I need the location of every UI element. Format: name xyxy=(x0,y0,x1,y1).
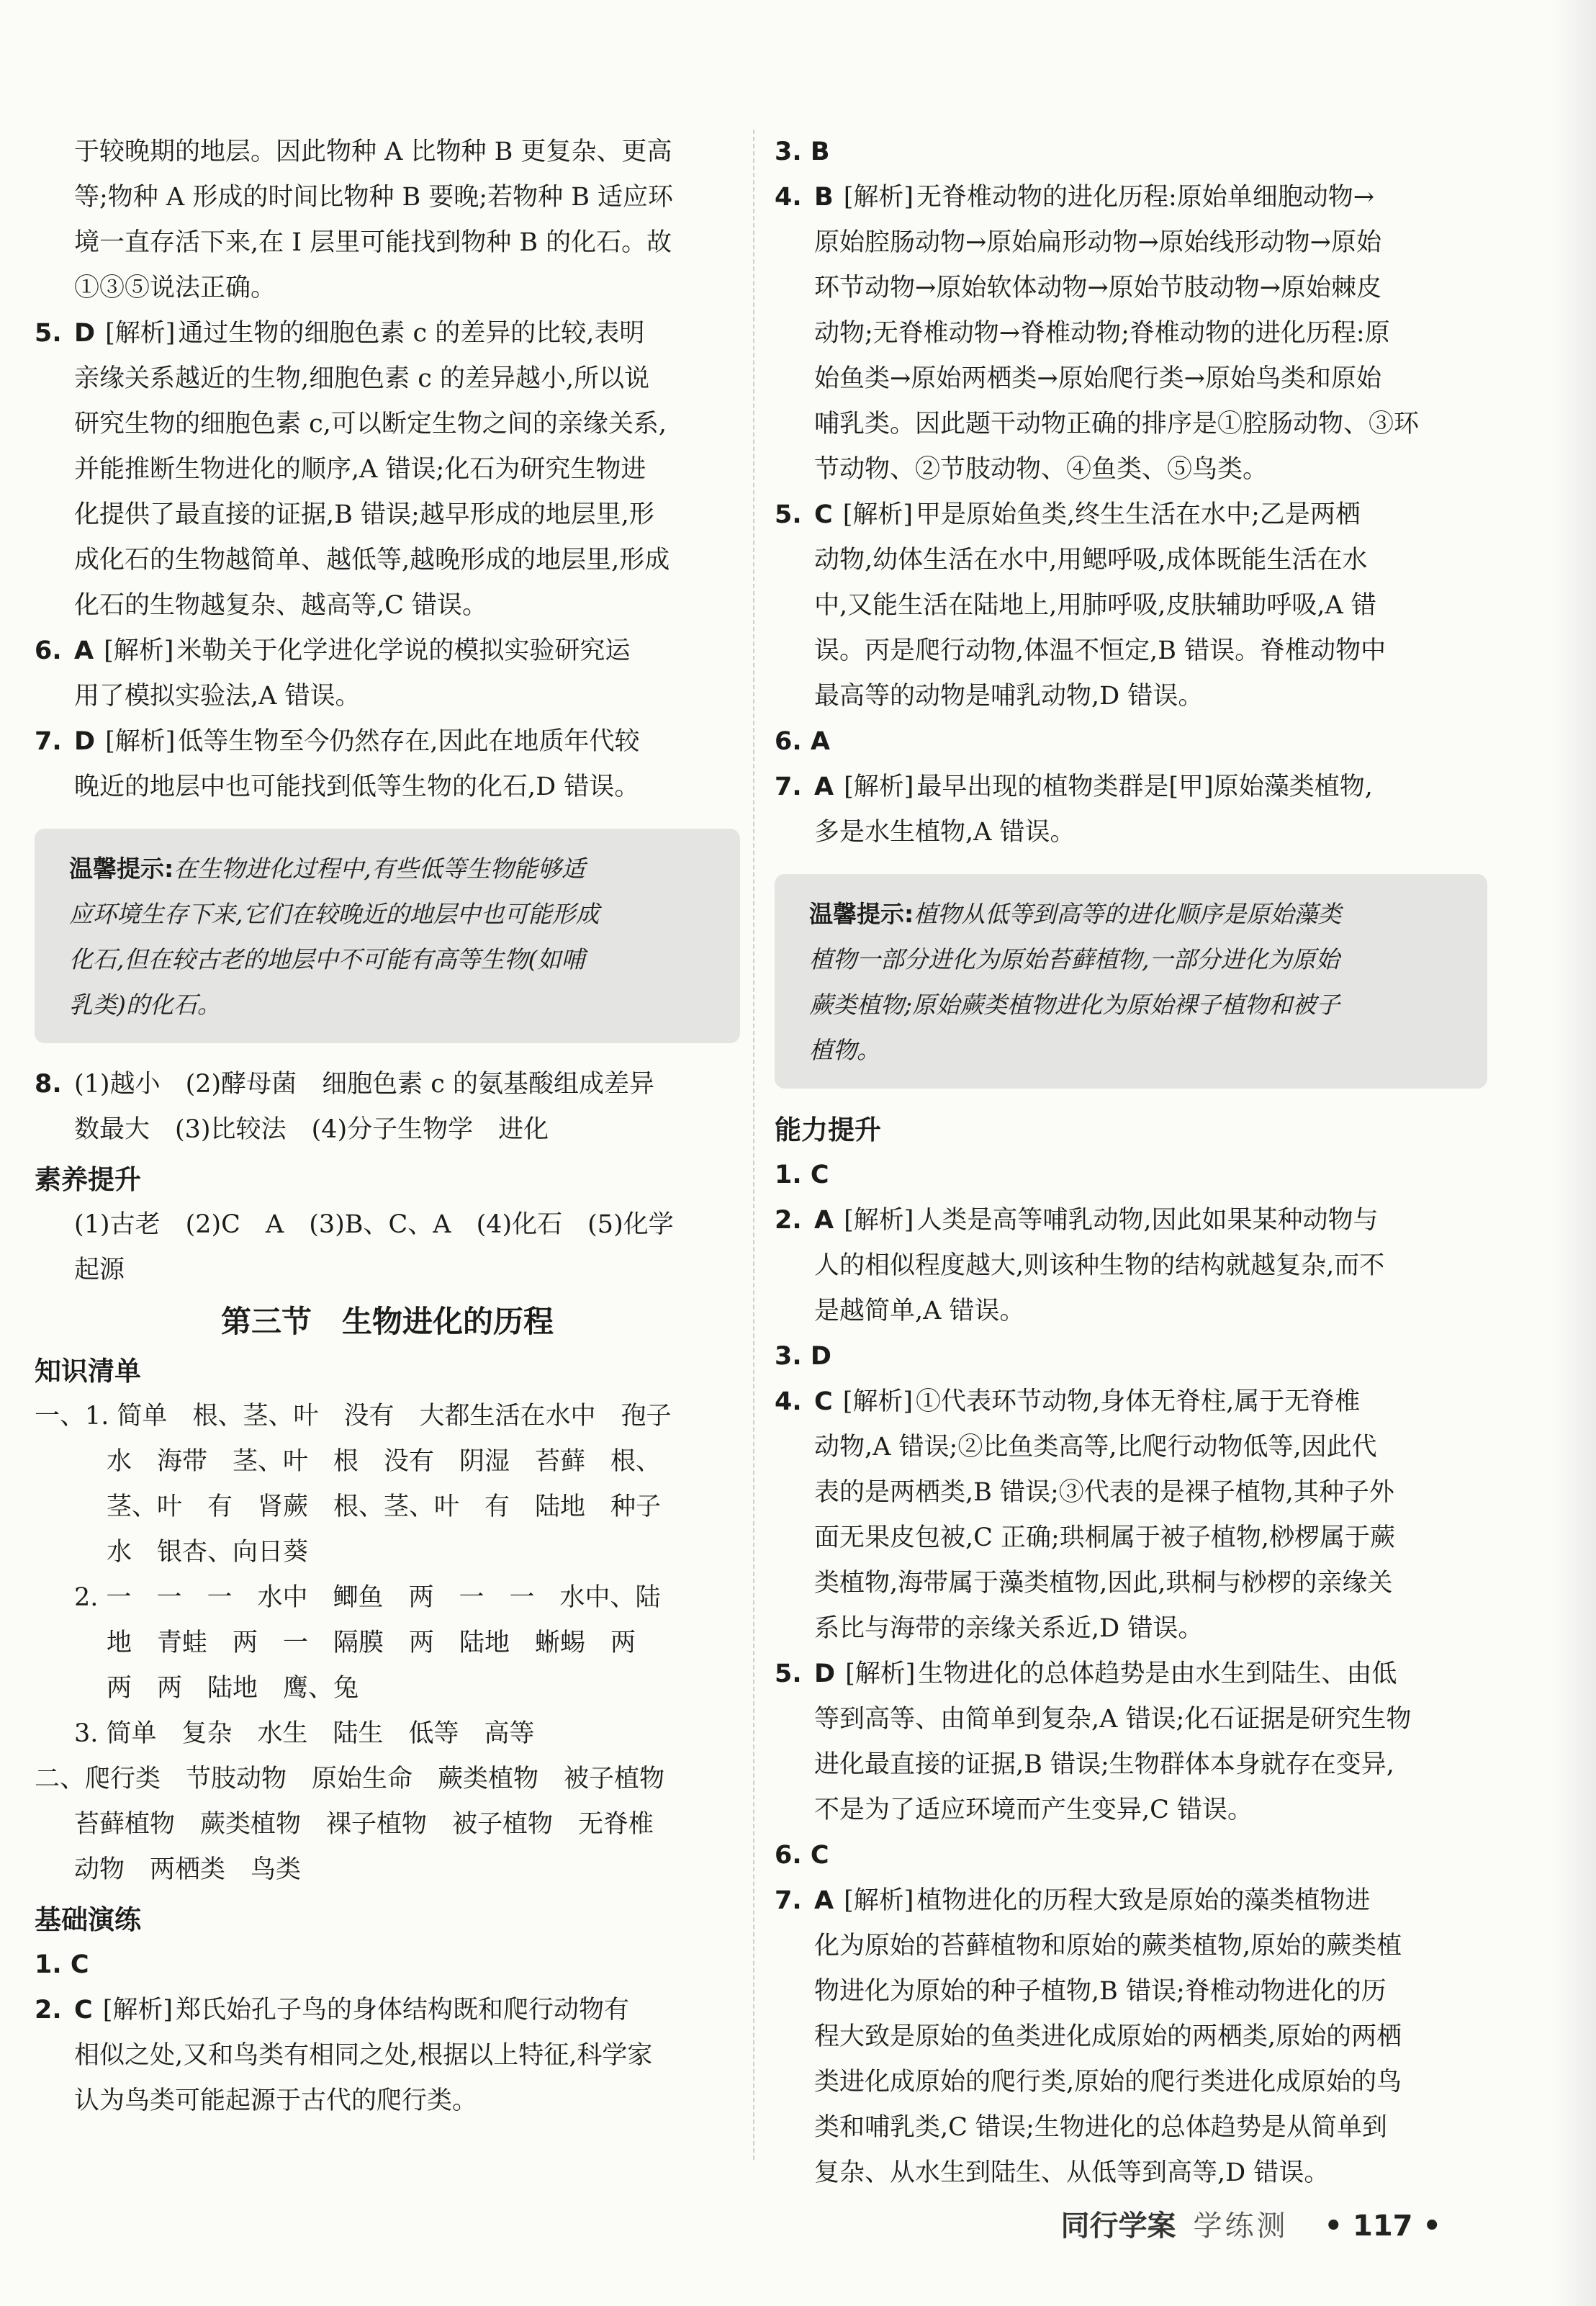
text-line: 类进化成原始的爬行类,原始的爬行类进化成原始的鸟 xyxy=(814,2068,1402,2096)
answer-item-7 xyxy=(775,765,1487,855)
text-line: 化提供了最直接的证据,B 错误;越早形成的地层里,形 xyxy=(74,500,654,529)
analysis-tag: [解析] xyxy=(843,183,914,212)
answer-item-5 xyxy=(35,311,740,629)
text-line: 蕨类植物;原始蕨类植物进化为原始裸子植物和被子 xyxy=(809,991,1340,1019)
section-heading: 能力提升 xyxy=(775,1114,881,1145)
answer-item-5 xyxy=(775,492,1487,719)
answer-item-8 xyxy=(35,1062,740,1153)
answer-item-1: 1. C xyxy=(35,1950,89,1979)
answer-item-6: 6. C xyxy=(775,1841,829,1870)
text-line: 程大致是原始的鱼类进化成原始的两栖类,原始的两栖 xyxy=(814,2022,1402,2051)
text-line: 植物一部分进化为原始苔藓植物,一部分进化为原始 xyxy=(809,945,1340,973)
analysis-tag: [解析] xyxy=(844,1206,914,1235)
text-line: 等;物种 A 形成的时间比物种 B 要晚;若物种 B 适应环 xyxy=(74,183,674,212)
text-line: 茎、叶 有 肾蕨 根、茎、叶 有 陆地 种子 xyxy=(107,1492,662,1521)
text-line: 植物从低等到高等的进化顺序是原始藻类 xyxy=(914,900,1342,928)
text-line: 植物进化的历程大致是原始的藻类植物进 xyxy=(916,1886,1371,1915)
text-line: 生物进化的总体趋势是由水生到陆生、由低 xyxy=(918,1659,1397,1688)
text-line: 多是水生植物,A 错误。 xyxy=(814,818,1076,847)
text-line: 始鱼类→原始两栖类→原始爬行类→原始鸟类和原始 xyxy=(814,364,1381,393)
answer-item-7 xyxy=(775,1878,1487,2196)
section-heading: 基础演练 xyxy=(35,1904,141,1935)
text-line: 物进化为原始的种子植物,B 错误;脊椎动物进化的历 xyxy=(814,1977,1387,2006)
footer-subtitle: 学练测 xyxy=(1193,2210,1289,2243)
page-footer xyxy=(1061,2203,1441,2244)
text-line: 最早出现的植物类群是[甲]原始藻类植物, xyxy=(916,773,1373,801)
page-edge-shadow xyxy=(1553,0,1596,2306)
tip-box xyxy=(775,874,1487,1089)
answer-letter: C xyxy=(814,1387,833,1416)
item-number: 4. xyxy=(775,183,802,212)
answer-item-3: 3. B xyxy=(775,138,830,166)
answer-item-4 xyxy=(775,1379,1487,1652)
text-line: 中,又能生活在陆地上,用肺呼吸,皮肤辅助呼吸,A 错 xyxy=(814,591,1376,620)
text-line: 并能推断生物进化的顺序,A 错误;化石为研究生物进 xyxy=(74,455,646,484)
text-line: 面无果皮包被,C 正确;珙桐属于被子植物,桫椤属于蕨 xyxy=(814,1523,1395,1552)
text-line: 米勒关于化学进化学说的模拟实验研究运 xyxy=(176,636,631,665)
text-line: 环节动物→原始软体动物→原始节肢动物→原始棘皮 xyxy=(814,274,1381,302)
text-line: ①代表环节动物,身体无脊柱,属于无脊椎 xyxy=(916,1387,1361,1416)
text-line: 类植物,海带属于藻类植物,因此,珙桐与桫椤的亲缘关 xyxy=(814,1569,1393,1598)
text-line: 动物,A 错误;②比鱼类高等,比爬行动物低等,因此代 xyxy=(814,1433,1377,1461)
item-number: 2. xyxy=(775,1206,802,1235)
answer-item-4 xyxy=(775,175,1487,492)
text-line: 境一直存活下来,在 I 层里可能找到物种 B 的化石。故 xyxy=(74,228,672,257)
text-line: 相似之处,又和鸟类有相同之处,根据以上特征,科学家 xyxy=(74,2041,653,2070)
text-line: 起源 xyxy=(74,1256,125,1284)
answer-letter: A xyxy=(74,636,94,665)
right-column xyxy=(775,130,1487,2196)
text-line: 水 银杏、向日葵 xyxy=(107,1538,309,1567)
tip-label: 温馨提示: xyxy=(809,900,914,928)
item-number: 6. xyxy=(35,636,62,665)
text-line: 两 两 陆地 鹰、兔 xyxy=(107,1674,359,1703)
text-line: 在生物进化过程中,有些低等生物能够适 xyxy=(173,855,585,883)
item-number: 5. xyxy=(775,1659,802,1688)
section-heading: 知识清单 xyxy=(35,1356,141,1387)
text-line: 人的相似程度越大,则该种生物的结构就越复杂,而不 xyxy=(814,1251,1385,1280)
analysis-tag: [解析] xyxy=(842,500,913,529)
answer-item-1: 1. C xyxy=(775,1161,829,1189)
text-line: 误。丙是爬行动物,体温不恒定,B 错误。脊椎动物中 xyxy=(814,636,1387,665)
answer-item-7 xyxy=(35,719,740,810)
analysis-tag: [解析] xyxy=(104,636,174,665)
text-line: 苔藓植物 蕨类植物 裸子植物 被子植物 无脊椎 xyxy=(74,1810,654,1839)
text-line: 人类是高等哺乳动物,因此如果某种动物与 xyxy=(916,1206,1379,1235)
text-line: 类和哺乳类,C 错误;生物进化的总体趋势是从简单到 xyxy=(814,2113,1387,2142)
text-line: 甲是原始鱼类,终生生活在水中;乙是两栖 xyxy=(916,500,1361,529)
text-line: 最高等的动物是哺乳动物,D 错误。 xyxy=(814,682,1204,711)
text-line: 无脊椎动物的进化历程:原始单细胞动物→ xyxy=(916,183,1375,212)
analysis-tag: [解析] xyxy=(844,1886,914,1915)
analysis-tag: [解析] xyxy=(105,319,176,348)
text-line: 用了模拟实验法,A 错误。 xyxy=(74,682,361,711)
text-line: 等到高等、由简单到复杂,A 错误;化石证据是研究生物 xyxy=(814,1705,1412,1734)
item-number: 7. xyxy=(775,773,802,801)
answer-letter: D xyxy=(74,727,96,756)
text-line: 植物。 xyxy=(809,1036,880,1064)
answer-letter: A xyxy=(814,773,834,801)
answer-letter: D xyxy=(814,1659,836,1688)
answer-letter: A xyxy=(814,1206,834,1235)
page-number: • 117 • xyxy=(1324,2210,1441,2243)
text-line: 表的是两栖类,B 错误;③代表的是裸子植物,其种子外 xyxy=(814,1478,1394,1507)
text-line: 化为原始的苔藓植物和原始的蕨类植物,原始的蕨类植 xyxy=(814,1932,1402,1960)
text-line: ①③⑤说法正确。 xyxy=(74,274,276,302)
text-line: 乳类)的化石。 xyxy=(69,991,221,1019)
text-line: 水 海带 茎、叶 根 没有 阴湿 苔藓 根、 xyxy=(107,1447,662,1476)
item-number: 5. xyxy=(775,500,802,529)
section-title: 第三节 生物进化的历程 xyxy=(220,1304,554,1339)
text-line: 低等生物至今仍然存在,因此在地质年代较 xyxy=(178,727,640,756)
item-number: 5. xyxy=(35,319,62,348)
analysis-tag: [解析] xyxy=(842,1387,913,1416)
text-line: 地 青蛙 两 一 隔膜 两 陆地 蜥蜴 两 xyxy=(107,1629,636,1657)
text-line: 研究生物的细胞色素 c,可以断定生物之间的亲缘关系, xyxy=(74,410,667,438)
text-line: 系比与海带的亲缘关系近,D 错误。 xyxy=(814,1614,1204,1643)
text-line: 动物 两栖类 鸟类 xyxy=(74,1855,302,1884)
answer-letter: D xyxy=(74,319,96,348)
intro-block xyxy=(35,130,740,311)
analysis-tag: [解析] xyxy=(102,1996,173,2024)
answer-item-2 xyxy=(35,1988,740,2124)
text-line: 复杂、从水生到陆生、从低等到高等,D 错误。 xyxy=(814,2158,1330,2187)
item-number: 2. xyxy=(35,1996,62,2024)
text-line: 二、爬行类 节肢动物 原始生命 蕨类植物 被子植物 xyxy=(35,1765,665,1793)
text-line: 晚近的地层中也可能找到低等生物的化石,D 错误。 xyxy=(74,773,640,801)
tip-label: 温馨提示: xyxy=(69,855,174,883)
left-column xyxy=(35,130,740,2124)
item-number: 7. xyxy=(35,727,62,756)
text-line: (1)古老 (2)C A (3)B、C、A (4)化石 (5)化学 xyxy=(74,1210,674,1239)
answer-letter: C xyxy=(814,500,833,529)
text-line: 2. 一 一 一 水中 鲫鱼 两 一 一 水中、陆 xyxy=(74,1583,661,1612)
text-line: 哺乳类。因此题干动物正确的排序是①腔肠动物、③环 xyxy=(814,410,1420,438)
text-line: 应环境生存下来,它们在较晚近的地层中也可能形成 xyxy=(69,900,600,928)
analysis-tag: [解析] xyxy=(845,1659,916,1688)
item-number: 8. xyxy=(35,1070,62,1099)
text-line: 是越简单,A 错误。 xyxy=(814,1297,1025,1325)
text-line: 进化最直接的证据,B 错误;生物群体本身就存在变异, xyxy=(814,1750,1394,1779)
text-line: 化石,但在较古老的地层中不可能有高等生物(如哺 xyxy=(69,945,585,973)
tip-box xyxy=(35,829,740,1043)
column-divider xyxy=(753,130,754,2160)
text-line: 不是为了适应环境而产生变异,C 错误。 xyxy=(814,1796,1253,1824)
answer-letter: A xyxy=(814,1886,834,1915)
text-line: 动物;无脊椎动物→脊椎动物;脊椎动物的进化历程:原 xyxy=(814,319,1390,348)
text-line: 原始腔肠动物→原始扁形动物→原始线形动物→原始 xyxy=(814,228,1381,257)
text-line: 认为鸟类可能起源于古代的爬行类。 xyxy=(74,2086,478,2115)
text-line: 郑氏始孔子鸟的身体结构既和爬行动物有 xyxy=(176,1996,630,2024)
section-heading: 素养提升 xyxy=(35,1164,141,1195)
text-line: 数最大 (3)比较法 (4)分子生物学 进化 xyxy=(74,1115,549,1144)
answer-item-2 xyxy=(775,1198,1487,1334)
answer-letter: B xyxy=(814,183,834,212)
answer-letter: C xyxy=(74,1996,93,2024)
analysis-tag: [解析] xyxy=(105,727,176,756)
answer-item-3: 3. D xyxy=(775,1342,831,1371)
text-line: (1)越小 (2)酵母菌 细胞色素 c 的氨基酸组成差异 xyxy=(74,1070,655,1099)
text-line: 通过生物的细胞色素 c 的差异的比较,表明 xyxy=(178,319,645,348)
text-line: 一、1. 简单 根、茎、叶 没有 大都生活在水中 孢子 xyxy=(35,1402,672,1431)
text-line: 3. 简单 复杂 水生 陆生 低等 高等 xyxy=(74,1719,535,1748)
item-number: 7. xyxy=(775,1886,802,1915)
text-line: 亲缘关系越近的生物,细胞色素 c 的差异越小,所以说 xyxy=(74,364,650,393)
text-line: 动物,幼体生活在水中,用鳃呼吸,成体既能生活在水 xyxy=(814,546,1368,575)
footer-brand: 同行学案 xyxy=(1060,2210,1176,2243)
text-line: 节动物、②节肢动物、④鱼类、⑤鸟类。 xyxy=(814,455,1268,484)
text-line: 于较晚期的地层。因此物种 A 比物种 B 更复杂、更高 xyxy=(74,138,672,166)
text-line: 化石的生物越复杂、越高等,C 错误。 xyxy=(74,591,488,620)
answer-item-6: 6. A xyxy=(775,727,830,756)
analysis-tag: [解析] xyxy=(844,773,914,801)
answer-item-6 xyxy=(35,629,740,719)
text-line: 成化石的生物越简单、越低等,越晚形成的地层里,形成 xyxy=(74,546,670,575)
answer-item-5 xyxy=(775,1652,1487,1833)
item-number: 4. xyxy=(775,1387,802,1416)
